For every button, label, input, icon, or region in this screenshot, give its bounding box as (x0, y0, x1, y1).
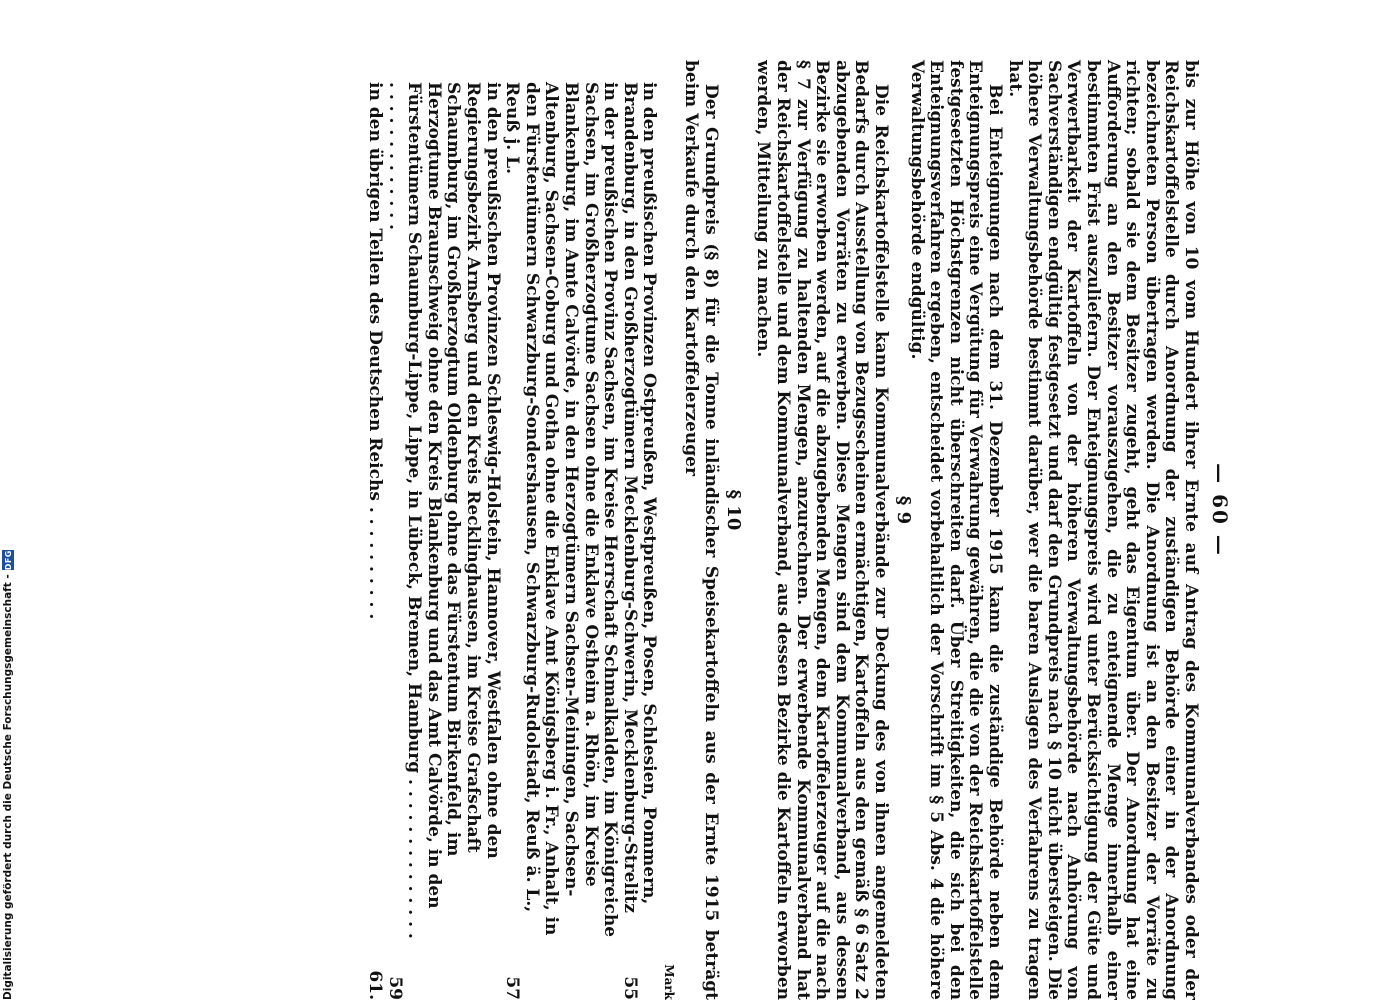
section-10-title: § 10 (723, 489, 744, 531)
intro-paragraph-1: bis zur Höhe von 10 vom Hundert ihrer Ernte auf Antrag des Kommunalverbandes oder der Reichskartoffelstelle durch Anordnung der zuständigen Behörde einer in der Anordnung bezeichneten Person übertragen werden. Die Anordnung ist an den Besitzer der Vorräte zu richten; sobald sie dem Besitzer zugeht, geht das Eigentum über. Der Anordnung hat eine Aufforderung an den Besitzer vorauszugehen, die zu enteignende Menge innerhalb einer bestimmten Frist auszuliefern. Der Enteignungspreis wird unter Berücksichtigung der Güte und Verwertbarkeit der Kartoffeln von der höheren Verwaltungsbehörde nach Anhörung von Sachverständigen endgültig festgesetzt und darf den Grundpreis nach § 10 nicht übersteigen. Die höhere Verwaltungsbehörde bestimmt darüber, wer die baren Auslagen des Verfahrens zu tragen hat. (1004, 60, 1201, 1000)
price-row-value: 61. (365, 970, 386, 1000)
rotated-scan (150, 20, 1240, 1000)
price-row (502, 60, 620, 1000)
dfg-logo-icon: DFG (3, 550, 13, 571)
price-row (619, 60, 658, 1000)
section-9-text (753, 60, 890, 1000)
price-row-value: 59 (384, 976, 405, 1000)
section-9-paragraph: Die Reichskartoffelstelle kann Kommunalverbände zur Deckung des von ihnen angemeldeten Bedarfs durch Ausstellung von Bezugsscheinen ermächtigen, Kartoffeln aus den gemäß § 6 Satz 2 abzugebenden Vorräten zu erwerben. Diese Mengen sind dem Kommunalverband, aus dessen Bezirke sie erworben werden, auf die abzugebenden Mengen, dem Kartoffelerzeuger auf die nach § 7 zur Verfügung zu haltenden Mengen, anzurechnen. Der erwerbende Kommunalverband hat der Reichskartoffelstelle und dem Kommunalverband, aus dessen Bezirke die Kartoffeln erworben werden, Mitteilung zu machen. (753, 60, 891, 1000)
price-row (384, 60, 502, 1000)
price-table (365, 60, 679, 1000)
price-row (365, 60, 385, 1000)
credit-text: Digitalisierung gefördert durch die Deutsche Forschungsgemeinschaft - (2, 574, 14, 1000)
section-10-intro (681, 60, 720, 1000)
price-row-label: in den preußischen Provinzen Ostpreußen, Westpreußen, Posen, Schlesien, Pommern, Brandenburg, in den Großherzogtümern Mecklenburg-Schwerin, Mecklenburg-Strelitz (619, 82, 660, 913)
price-row-value: 57 (502, 976, 523, 1000)
page-number: — 60 — (1208, 463, 1232, 557)
unit-header: Mark (662, 964, 676, 1000)
price-row-label: in der preußischen Provinz Sachsen, im Kreise Herrschaft Schmalkalden, im Königreiche Sachsen, im Großherzogtume Sachsen ohne die Enklave Ostheim a. Rhön, im Kreise Blankenburg, im Amte Calvörde, in den Herzogtümern Sachsen-Meiningen, Sachsen-Altenburg, Sachsen-Coburg und Gotha ohne die Enklave Amt Königsberg i. Fr., Anhalt, in den Fürstentümern Schwarzburg-Sondershausen, Schwarzburg-Rudolstadt, Reuß ä. L., Reuß j. L. (502, 82, 621, 938)
digitization-credit (2, 550, 14, 1000)
section-10-intro-text: Der Grundpreis (§ 8) für die Tonne inländischer Speisekartoffeln aus der Ernte 1915 beträgt beim Verkaufe durch den Kartoffelerzeuger (681, 60, 721, 1000)
intro-paragraph-2: Bei Enteignungen nach dem 31. Dezember 1915 kann die zuständige Behörde neben dem Enteignungspreis eine Vergütung für Verwahrung gewähren, die die von der Reichskartoffelstelle festgesetzten Höchstgrenzen nicht überschreiten darf. Über Streitigkeiten, die sich bei den Enteignungsverfahren ergeben, entscheidet vorbehaltlich der Vorschrift im § 5 Abs. 4 die höhere Verwaltungsbehörde endgültig. (906, 60, 1006, 1000)
price-row-value: 55 (619, 976, 640, 1000)
price-row-label: in den übrigen Teilen des Deutschen Reichs . . . . . . . . . . (365, 82, 386, 620)
intro-text (906, 60, 1200, 1000)
price-row-label: in den preußischen Provinzen Schleswig-Holstein, Hannover, Westfalen ohne den Regierungsbezirk Arnsberg und den Kreis Recklinghausen, im Kreise Grafschaft Schaumburg, im Großherzogtum Oldenburg ohne das Fürstentum Birkenfeld, im Herzogtume Braunschweig ohne den Kreis Blankenburg und das Amt Calvörde, in den Fürstentümern Schaumburg-Lippe, Lippe, in Lübeck, Bremen, Hamburg . . . . . . . . . . . . . . . . . . . . . . . . . . . (384, 82, 503, 939)
section-9-title: § 9 (893, 495, 914, 525)
